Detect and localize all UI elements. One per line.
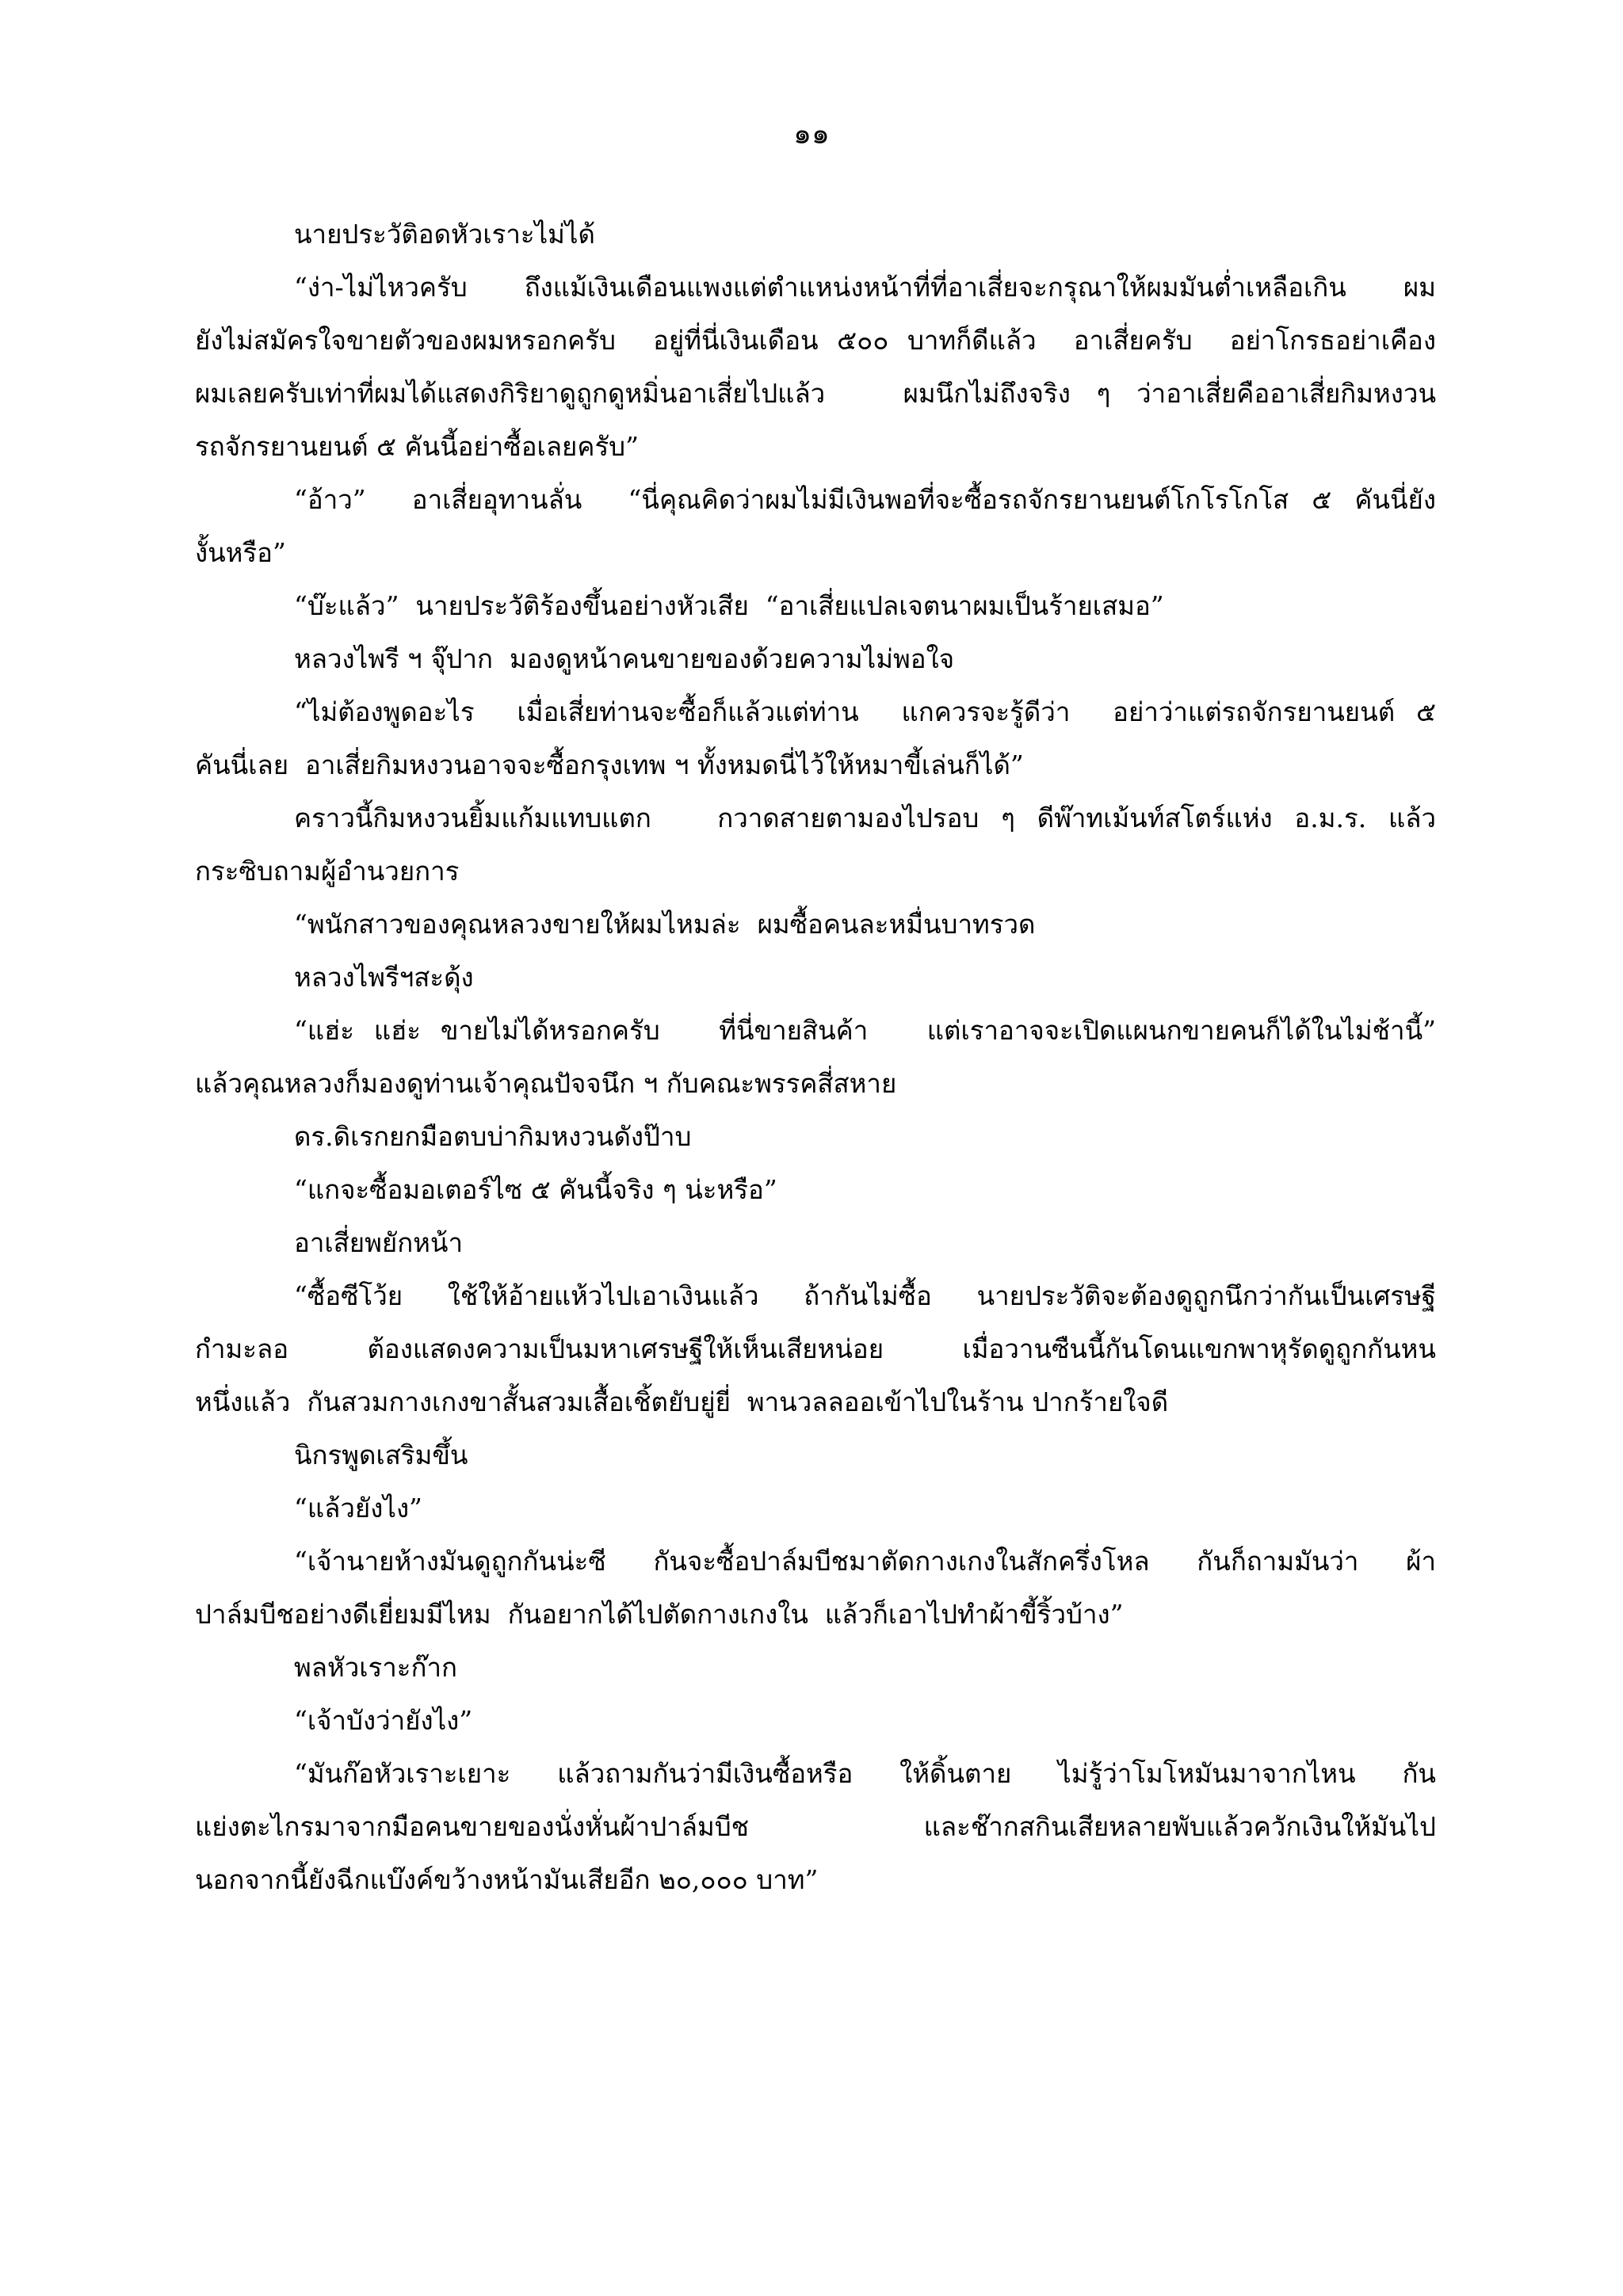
- text-line: หนึ่งแล้ว กันสวมกางเกงขาสั้นสวมเสื้อเชิ้ตยับยู่ยี่ พานวลลออเข้าไปในร้าน ปากร้ายใจดี: [195, 1386, 1169, 1417]
- paragraph: [195, 1269, 1436, 1428]
- text-line: แย่งตะไกรมาจากมือคนขายของนั่งหั่นผ้าปาล์มบีช และช๊ากสกินเสียหลายพับแล้วควักเงินให้มันไป: [195, 1811, 1436, 1842]
- text-line: “ง่า-ไม่ไหวครับ ถึงแม้เงินเดือนแพงแต่ตำแหน่งหน้าที่ที่อาเสี่ยจะกรุณาให้ผมมันต่ำเหลือเกิน ผม: [294, 272, 1436, 303]
- document-body: [195, 208, 1436, 1906]
- text-line: อาเสี่ยพยักหน้า: [294, 1227, 464, 1258]
- paragraph: [195, 951, 1436, 1004]
- paragraph: [195, 579, 1436, 632]
- paragraph: [195, 1694, 1436, 1747]
- paragraph: [195, 1535, 1436, 1641]
- text-line: “อ้าว” อาเสี่ยอุทานลั่น “นี่คุณคิดว่าผมไม่มีเงินพอที่จะซื้อรถจักรยานยนต์โกโรโกโส ๕ คันนี่ยัง: [294, 484, 1436, 515]
- paragraph: [195, 685, 1436, 791]
- paragraph: [195, 898, 1436, 951]
- paragraph: [195, 473, 1436, 579]
- paragraph: [195, 1641, 1436, 1694]
- paragraph: [195, 261, 1436, 473]
- text-line: รถจักรยานยนต์ ๕ คันนี้อย่าซื้อเลยครับ”: [195, 431, 640, 462]
- text-line: นอกจากนี้ยังฉีกแบ๊งค์ขว้างหน้ามันเสียอีก ๒๐,๐๐๐ บาท”: [195, 1864, 819, 1895]
- text-line: นายประวัติอดหัวเราะไม่ได้: [294, 219, 595, 250]
- paragraph: [195, 208, 1436, 261]
- paragraph: [195, 1163, 1436, 1216]
- text-line: นิกรพูดเสริมขึ้น: [294, 1440, 468, 1470]
- page-number: ๑๑: [793, 118, 830, 151]
- text-line: หลวงไพรีฯสะดุ้ง: [294, 962, 474, 993]
- paragraph: [195, 791, 1436, 898]
- paragraph: [195, 632, 1436, 685]
- text-line: “ไม่ต้องพูดอะไร เมื่อเสี่ยท่านจะซื้อก็แล้วแต่ท่าน แกควรจะรู้ดีว่า อย่าว่าแต่รถจักรยานยนต์ ๕: [294, 696, 1436, 727]
- text-line: งั้นหรือ”: [195, 537, 286, 568]
- text-line: “แฮ่ะ แฮ่ะ ขายไม่ได้หรอกครับ ที่นี่ขายสินค้า แต่เราอาจจะเปิดแผนกขายคนก็ได้ในไม่ช้านี้”: [294, 1015, 1436, 1046]
- paragraph: [195, 1747, 1436, 1906]
- text-line: “พนักสาวของคุณหลวงขายให้ผมไหมล่ะ ผมซื้อคนละหมื่นบาทรวด: [294, 909, 1036, 940]
- text-line: ผมเลยครับเท่าที่ผมได้แสดงกิริยาดูถูกดูหมิ่นอาเสี่ยไปแล้ว ผมนึกไม่ถึงจริง ๆ ว่าอาเสี่ยคืออาเสี่ยกิมหงวน: [195, 378, 1436, 409]
- text-line: คราวนี้กิมหงวนยิ้มแก้มแทบแตก กวาดสายตามองไปรอบ ๆ ดีพ๊าทเม้นท์สโตร์แห่ง อ.ม.ร. แล้ว: [294, 803, 1436, 833]
- text-line: คันนี่เลย อาเสี่ยกิมหงวนอาจจะซื้อกรุงเทพ ฯ ทั้งหมดนี่ไว้ให้หมาขี้เล่นก็ได้”: [195, 749, 1024, 780]
- text-line: กระซิบถามผู้อำนวยการ: [195, 856, 460, 887]
- text-line: ดร.ดิเรกยกมือตบบ่ากิมหงวนดังป๊าบ: [294, 1121, 692, 1152]
- paragraph: [195, 1110, 1436, 1163]
- paragraph: [195, 1482, 1436, 1535]
- text-line: ปาล์มบีชอย่างดีเยี่ยมมีไหม กันอยากได้ไปตัดกางเกงใน แล้วก็เอาไปทำผ้าขี้ริ้วบ้าง”: [195, 1599, 1124, 1630]
- text-line: “ซื้อซีโว้ย ใช้ให้อ้ายแห้วไปเอาเงินแล้ว ถ้ากันไม่ซื้อ นายประวัติจะต้องดูถูกนึกว่ากันเป็นเศรษฐี: [294, 1280, 1436, 1311]
- text-line: “เจ้านายห้างมันดูถูกกันน่ะซี กันจะซื้อปาล์มบีชมาตัดกางเกงในสักครึ่งโหล กันก็ถามมันว่า ผ้า: [294, 1546, 1436, 1577]
- text-line: หลวงไพรี ฯ จุ๊ปาก มองดูหน้าคนขายของด้วยความไม่พอใจ: [294, 643, 955, 674]
- text-line: กำมะลอ ต้องแสดงความเป็นมหาเศรษฐีให้เห็นเสียหน่อย เมื่อวานซืนนี้กันโดนแขกพาหุรัดดูถูกกันหน: [195, 1333, 1436, 1364]
- paragraph: [195, 1004, 1436, 1110]
- text-line: แล้วคุณหลวงก็มองดูท่านเจ้าคุณปัจจนึก ฯ กับคณะพรรคสี่สหาย: [195, 1068, 897, 1099]
- paragraph: [195, 1216, 1436, 1269]
- text-line: “มันก๊อหัวเราะเยาะ แล้วถามกันว่ามีเงินซื้อหรือ ให้ดิ้นตาย ไม่รู้ว่าโมโหมันมาจากไหน กัน: [294, 1758, 1436, 1789]
- text-line: “แล้วยังไง”: [294, 1493, 422, 1524]
- text-line: “แกจะซื้อมอเตอร์ไซ ๕ คันนี้จริง ๆ น่ะหรือ”: [294, 1174, 777, 1205]
- paragraph: [195, 1428, 1436, 1482]
- text-line: ยังไม่สมัครใจขายตัวของผมหรอกครับ อยู่ที่นี่เงินเดือน ๕๐๐ บาทก็ดีแล้ว อาเสี่ยครับ อย่าโกรธอย่าเคือง: [195, 325, 1436, 356]
- text-line: “เจ้าบังว่ายังไง”: [294, 1705, 473, 1736]
- text-line: พลหัวเราะก๊าก: [294, 1652, 458, 1683]
- text-line: “บ๊ะแล้ว” นายประวัติร้องขึ้นอย่างหัวเสีย “อาเสี่ยแปลเจตนาผมเป็นร้ายเสมอ”: [294, 590, 1164, 621]
